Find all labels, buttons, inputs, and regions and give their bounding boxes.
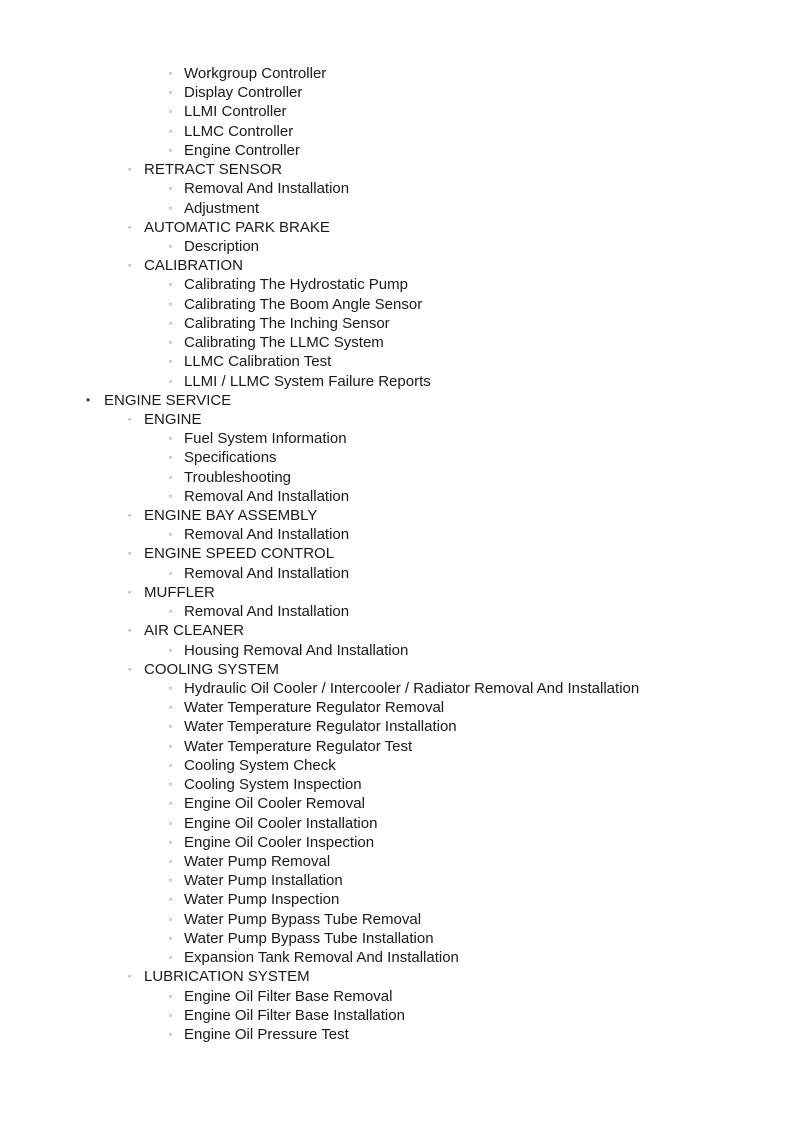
outline-item-level-3	[0, 929, 794, 948]
bullet-icon: ◦	[128, 510, 132, 521]
outline-item-text: Removal And Installation	[184, 487, 350, 505]
bullet-icon: ▫	[169, 933, 172, 943]
outline-item-text: AIR CLEANER	[144, 622, 245, 640]
outline-item-text: CALIBRATION	[144, 257, 243, 275]
outline-item-text: LLMC Controller	[184, 122, 294, 140]
outline-item-level-3	[0, 83, 794, 102]
outline-item-level-2	[0, 218, 794, 237]
outline-item-level-3	[0, 372, 794, 391]
outline-item-text: Removal And Installation	[184, 180, 350, 198]
outline-item-text: Calibrating The Boom Angle Sensor	[184, 295, 423, 313]
outline-item-text: ENGINE	[144, 410, 202, 428]
outline-item-level-3	[0, 602, 794, 621]
bullet-icon: ▫	[169, 145, 172, 155]
outline-item-level-2	[0, 967, 794, 986]
outline-item-level-3	[0, 890, 794, 909]
outline-item-level-2	[0, 660, 794, 679]
bullet-icon: ▫	[169, 299, 172, 309]
outline-item-text: AUTOMATIC PARK BRAKE	[144, 218, 330, 236]
outline-item-level-3	[0, 64, 794, 83]
bullet-icon: ▫	[169, 818, 172, 828]
outline-item-level-3	[0, 468, 794, 487]
outline-item-text: LUBRICATION SYSTEM	[144, 968, 310, 986]
outline-item-level-3	[0, 1006, 794, 1025]
bullet-icon: ◦	[128, 221, 132, 232]
outline-item-text: LLMC Calibration Test	[184, 353, 332, 371]
outline-item-text: Water Pump Inspection	[184, 891, 340, 909]
outline-item-text: Removal And Installation	[184, 603, 350, 621]
bullet-icon: ▫	[169, 876, 172, 886]
bullet-icon: ▫	[169, 203, 172, 213]
outline-item-level-3	[0, 333, 794, 352]
outline-item-level-3	[0, 756, 794, 775]
outline-item-level-3	[0, 814, 794, 833]
outline-item-text: Workgroup Controller	[184, 65, 327, 82]
outline-item-level-3	[0, 429, 794, 448]
bullet-icon: ◦	[128, 164, 132, 175]
outline-item-level-3	[0, 641, 794, 660]
outline-item-level-3	[0, 352, 794, 371]
outline-item-text: Cooling System Check	[184, 756, 336, 774]
outline-item-text: Water Temperature Regulator Installation	[184, 718, 457, 736]
outline-item-level-2	[0, 506, 794, 525]
bullet-icon: ▫	[169, 914, 172, 924]
outline-item-text: Housing Removal And Installation	[184, 641, 409, 659]
outline-item-level-3	[0, 122, 794, 141]
bullet-icon: ▫	[169, 241, 172, 251]
outline-item-level-1	[0, 391, 794, 410]
outline-item-text: Engine Oil Cooler Installation	[184, 814, 378, 832]
outline-item-text: Calibrating The Hydrostatic Pump	[184, 276, 408, 294]
outline-item-level-2	[0, 256, 794, 275]
outline-item-text: Calibrating The LLMC System	[184, 334, 384, 352]
bullet-icon: ▫	[169, 472, 172, 482]
bullet-icon: ▫	[169, 338, 172, 348]
bullet-icon: ◦	[128, 413, 132, 424]
outline-item-level-3	[0, 314, 794, 333]
bullet-icon: ▫	[169, 69, 172, 78]
outline-item-level-3	[0, 448, 794, 467]
outline-item-level-2	[0, 410, 794, 429]
outline-item-level-3	[0, 717, 794, 736]
outline-item-level-3	[0, 275, 794, 294]
outline-item-level-3	[0, 871, 794, 890]
outline-item-text: ENGINE SPEED CONTROL	[144, 545, 335, 563]
outline-item-level-3	[0, 1025, 794, 1044]
outline-item-level-3	[0, 794, 794, 813]
table-of-contents-outline	[0, 64, 794, 1044]
outline-item-level-3	[0, 564, 794, 583]
outline-item-text: Description	[184, 237, 260, 255]
outline-item-text: ENGINE BAY ASSEMBLY	[144, 507, 318, 525]
bullet-icon: ◦	[128, 663, 132, 674]
outline-item-text: Removal And Installation	[184, 526, 350, 544]
bullet-icon: ▫	[169, 376, 172, 386]
bullet-icon: ▫	[169, 1010, 172, 1020]
bullet-icon: ◦	[128, 625, 132, 636]
bullet-icon: ▫	[169, 837, 172, 847]
bullet-icon: ▫	[169, 703, 172, 713]
bullet-icon: ▫	[169, 530, 172, 540]
outline-item-text: Engine Oil Filter Base Removal	[184, 987, 393, 1005]
outline-item-text: Engine Oil Filter Base Installation	[184, 1006, 405, 1024]
outline-item-text: Removal And Installation	[184, 564, 350, 582]
outline-item-text: Adjustment	[184, 199, 260, 217]
outline-item-level-2	[0, 583, 794, 602]
bullet-icon: ▫	[169, 491, 172, 501]
bullet-icon: ◦	[128, 548, 132, 559]
bullet-icon: ▫	[169, 88, 172, 98]
outline-item-text: LLMI Controller	[184, 103, 287, 121]
outline-item-level-3	[0, 295, 794, 314]
outline-item-level-3	[0, 102, 794, 121]
bullet-icon: ▫	[169, 1029, 172, 1039]
outline-item-level-3	[0, 487, 794, 506]
outline-item-text: COOLING SYSTEM	[144, 660, 280, 678]
outline-item-text: Troubleshooting	[184, 468, 292, 486]
outline-item-level-3	[0, 698, 794, 717]
outline-item-level-3	[0, 237, 794, 256]
outline-item-text: MUFFLER	[144, 583, 215, 601]
bullet-icon: ◦	[128, 260, 132, 271]
bullet-icon: ▫	[169, 645, 172, 655]
bullet-icon: ▫	[169, 357, 172, 367]
bullet-icon: ▫	[169, 684, 172, 693]
bullet-icon: ▫	[169, 107, 172, 117]
outline-item-text: Engine Oil Cooler Removal	[184, 795, 365, 813]
outline-item-text: Water Pump Bypass Tube Removal	[184, 910, 422, 928]
outline-item-text: Water Temperature Regulator Removal	[184, 699, 445, 717]
bullet-icon: ▫	[169, 434, 172, 444]
outline-item-text: Water Temperature Regulator Test	[184, 737, 413, 755]
outline-item-level-3	[0, 525, 794, 544]
outline-item-text: LLMI / LLMC System Failure Reports	[184, 372, 431, 390]
outline-item-text: Specifications	[184, 449, 277, 467]
outline-item-level-3	[0, 775, 794, 794]
outline-item-text: Hydraulic Oil Cooler / Intercooler / Radiator Removal And Installation	[184, 680, 640, 697]
outline-item-level-3	[0, 910, 794, 929]
outline-item-level-3	[0, 948, 794, 967]
bullet-icon: ◦	[128, 586, 132, 597]
bullet-icon: ◦	[128, 971, 132, 982]
outline-item-text: Water Pump Removal	[184, 852, 331, 870]
outline-item-text: Cooling System Inspection	[184, 776, 362, 794]
outline-item-text: Display Controller	[184, 84, 303, 102]
bullet-icon: ▫	[169, 280, 172, 290]
bullet-icon: ▫	[169, 856, 172, 866]
outline-item-level-3	[0, 179, 794, 198]
bullet-icon: ▫	[169, 722, 172, 732]
bullet-icon: ▫	[169, 953, 172, 963]
outline-item-level-3	[0, 141, 794, 160]
outline-item-text: Engine Oil Cooler Inspection	[184, 833, 375, 851]
bullet-icon: ▫	[169, 607, 172, 617]
outline-item-text: Expansion Tank Removal And Installation	[184, 949, 459, 967]
outline-item-level-3	[0, 199, 794, 218]
outline-item-text: Engine Controller	[184, 141, 300, 159]
bullet-icon: ▫	[169, 318, 172, 328]
bullet-icon: ▫	[169, 741, 172, 751]
outline-item-level-3	[0, 679, 794, 698]
outline-item-level-3	[0, 833, 794, 852]
outline-item-level-3	[0, 852, 794, 871]
bullet-icon: ▫	[169, 760, 172, 770]
outline-item-text: ENGINE SERVICE	[104, 391, 232, 409]
bullet-icon: ▫	[169, 184, 172, 194]
bullet-icon: ▫	[169, 568, 172, 578]
bullet-icon: •	[86, 392, 91, 407]
outline-item-text: Calibrating The Inching Sensor	[184, 314, 390, 332]
outline-item-level-2	[0, 544, 794, 563]
outline-item-level-2	[0, 621, 794, 640]
outline-item-text: Fuel System Information	[184, 430, 347, 448]
outline-item-text: Water Pump Bypass Tube Installation	[184, 929, 434, 947]
bullet-icon: ▫	[169, 991, 172, 1001]
outline-item-text: Engine Oil Pressure Test	[184, 1025, 349, 1043]
bullet-icon: ▫	[169, 126, 172, 136]
outline-item-text: Water Pump Installation	[184, 872, 343, 890]
outline-item-level-2	[0, 160, 794, 179]
bullet-icon: ▫	[169, 453, 172, 463]
outline-item-level-3	[0, 987, 794, 1006]
bullet-icon: ▫	[169, 799, 172, 809]
outline-item-level-3	[0, 737, 794, 756]
bullet-icon: ▫	[169, 895, 172, 905]
bullet-icon: ▫	[169, 780, 172, 790]
outline-item-text: RETRACT SENSOR	[144, 161, 283, 179]
